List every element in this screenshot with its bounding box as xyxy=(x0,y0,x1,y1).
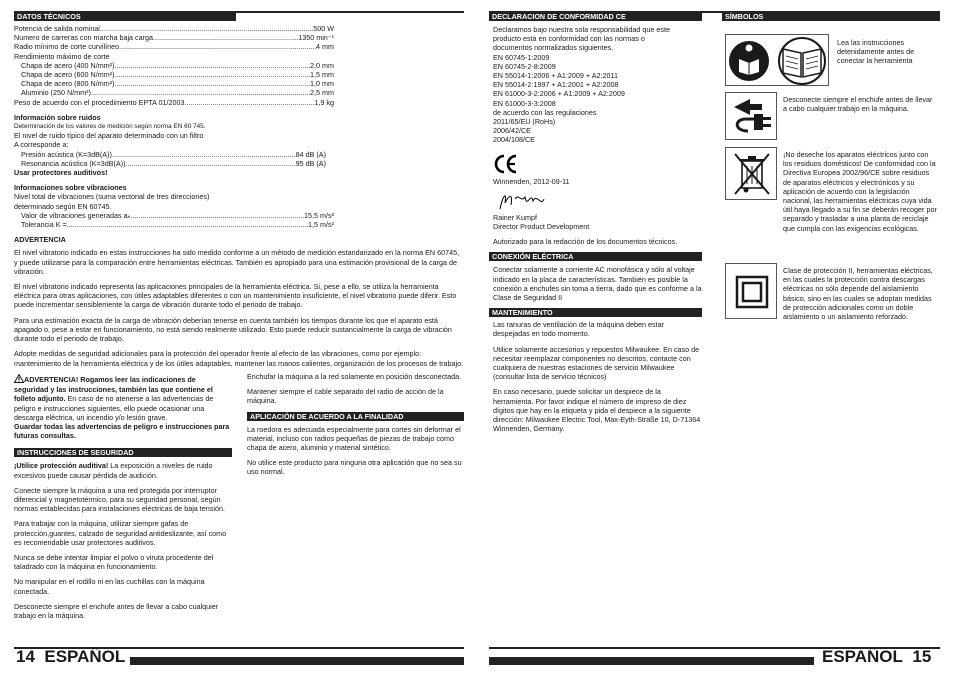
ruidos-line: A corresponde a: xyxy=(14,140,69,150)
signature-icon xyxy=(497,189,702,213)
declaration-line: 2011/65/EU (RoHs) xyxy=(493,117,556,127)
vib-line: determinado según EN 60745. xyxy=(14,201,112,211)
warning-block xyxy=(14,374,232,422)
warning-text: En caso de no atenerse a las advertencias de peligro e instrucciones siguientes, ello puede ocasionar una descarga eléctrica, un incendio y/o lesión grave. xyxy=(14,394,214,422)
spec-label: Chapa de acero (800 N/mm²) xyxy=(21,79,115,89)
protectores-note: Usar protectores auditivos! xyxy=(14,168,108,178)
read-manual-icon xyxy=(725,34,829,86)
mid-paragraph: Mantener siempre el cable separado del radio de acción de la máquina. xyxy=(247,387,444,406)
warning-keep: Guardar todas las advertencias de peligro e instrucciones para futuras consultas. xyxy=(14,422,230,441)
signer-title: Director Product Development xyxy=(493,222,590,232)
spec-value: 2,0 mm xyxy=(310,60,334,70)
spec-row xyxy=(14,33,334,42)
declaration-line: EN 61000-3-2:2006 + A1:2009 + A2:2009 xyxy=(493,89,625,99)
section-aplicacion: APLICACIÓN DE ACUERDO A LA FINALIDAD xyxy=(247,412,464,421)
declaration-line: EN 55014-1:2006 + A1:2009 + A2:2011 xyxy=(493,71,618,81)
declaration-line: 2004/108/CE xyxy=(493,135,535,145)
vib-tol-row xyxy=(14,220,334,229)
declaration-line: EN 61000-3-3:2008 xyxy=(493,98,556,108)
symbol-unplug-text: Desconecte siempre el enchufe antes de llevar a cabo cualquier trabajo en la máquina. xyxy=(783,95,933,114)
spec-value: 1,9 kg xyxy=(314,97,334,107)
declaration-line: EN 55014-2:1997 + A1:2001 + A2:2008 xyxy=(493,80,619,90)
section-mantenimiento: MANTENIMIENTO xyxy=(489,308,702,317)
adv-paragraph: El nivel vibratorio indicado representa las aplicaciones principales de la herramienta eléctrica. Si, pese a ello, se utiliza la herramienta eléctrica para otras aplicaciones, con útiles adaptables diferentes o con un mantenimiento insuficiente, el nivel vibratorio puede diferir. Esto puede incrementar sensiblemente la carga de vibración durante todo el periodo de trabajo. xyxy=(14,282,457,310)
vib-valor-row xyxy=(14,211,334,220)
spec-label: Peso de acuerdo con el procedimiento EPTA 01/2003 xyxy=(14,97,185,107)
advertencia-title: ADVERTENCIA xyxy=(14,235,66,245)
spec-label: Numero de carreras con marcha baja carga xyxy=(14,33,154,43)
class-ii-icon xyxy=(725,263,777,319)
page-number-right: ESPAÑOL 15 xyxy=(822,647,932,666)
resonancia-label: Resonancia acústica (K=3dB(A)) xyxy=(21,158,126,168)
symbol-weee-text: ¡No deseche los aparatos eléctricos junto con los residuos domésticos! De conformidad con la Directiva Europea 2002/96/CE sobre residuos de aparatos eléctricos y electrónicos y su aplicación de acuerdo con la legislación nacional, las herramientas eléctricas cuya vida útil haya llegado a su fin se deberán recoger por separado y trasladar a una planta de reciclaje que cumpla con las exigencias ecológicas. xyxy=(783,150,937,233)
spec-row xyxy=(14,79,334,88)
conexion-text: Conectar solamente a corriente AC monofásica y sólo al voltaje indicado en la placa de características. También es posible la conexión a enchufes sin toma a tierra, dado que es conforme a la Clase de Seguridad II xyxy=(493,265,702,303)
vib-line: Nivel total de vibraciones (suma vectorial de tres direcciones) xyxy=(14,192,210,202)
warning-triangle-icon xyxy=(14,374,24,385)
ruidos-title: Información sobre ruidos xyxy=(14,112,101,122)
vib-title: Informaciones sobre vibraciones xyxy=(14,183,127,193)
spec-value: 2,5 mm xyxy=(310,88,334,98)
seg-text: La exposición a niveles de ruido excesivos puede causar pérdida de audición. xyxy=(14,461,213,480)
spec-value: 500 W xyxy=(313,24,334,33)
section-instrucciones-seguridad: INSTRUCCIONES DE SEGURIDAD xyxy=(14,448,232,457)
vib-tol-label: Tolerancia K = xyxy=(21,220,67,230)
seg-paragraph: Nunca se debe intentar limpiar el polvo o viruta procedente del taladrado con la máquina en funcionamiento. xyxy=(14,553,214,572)
specs-table xyxy=(14,24,334,107)
seg-paragraph: No manipular en el rodillo ni en las cuchillas con la máquina conectada. xyxy=(14,577,205,596)
signer-name: Rainer Kumpf xyxy=(493,212,537,222)
presion-label: Presión acústica (K=3dB(A)) xyxy=(21,149,112,159)
declaracion-lines xyxy=(489,25,702,145)
adv-paragraph: Para una estimación exacta de la carga de vibración deberían tenerse en cuenta también los tiempos durante los que el aparato está apagado o, pese a estar en funcionamiento, no está siendo realmente utilizado. Esto puede reducir sustancialmente la carga de vibración durante todo el periodo de trabajo. xyxy=(14,315,452,344)
seg-bold: ¡Utilice protección auditiva! xyxy=(14,461,109,471)
mid-paragraph: Enchufar la máquina a la red solamente en posición desconectada. xyxy=(247,372,462,381)
spec-row xyxy=(14,98,334,107)
declaration-line: de acuerdo con las regulaciones xyxy=(493,107,597,117)
presion-row xyxy=(14,150,326,159)
seg-paragraph: Desconecte siempre el enchufe antes de llevar a cabo cualquier trabajo en la máquina. xyxy=(14,601,219,621)
seg-paragraph: Conecte siempre la máquina a una red protegida por interruptor diferencial y magnetotérmico, para su seguridad personal, según normas establecidas para instalaciones eléctricas de baja tensión. xyxy=(14,485,225,514)
resonancia-value: 95 dB (A) xyxy=(295,158,326,168)
mant-paragraph: En caso necesario, puede solicitar un despiece de la herramienta. Por favor indique el número de impreso de diez dígitos que hay en la etiqueta y pida el despiece a la siguiente dirección: Milwaukee Electric Tool, Max-Eyth-Straße 10, D-71364 Winnenden, Germany. xyxy=(493,387,701,434)
spec-row xyxy=(14,88,334,97)
vib-valor-value: 15,5 m/s² xyxy=(304,210,334,220)
left-mid-column xyxy=(247,372,464,483)
vib-valor-label: Valor de vibraciones generadas aₕ xyxy=(21,210,131,220)
spec-label: Aluminio (250 N/mm²) xyxy=(21,88,91,98)
autorizado-text: Autorizado para la redacción de los documentos técnicos. xyxy=(493,237,678,247)
symbol-class2-text: Clase de protección II, herramientas eléctricas, en las cuales la protección contra descargas eléctricas no sólo depende del aislamiento básico, sino en las cuales se adoptan medidas de protección adicionales como un doble aislamiento o un aislamiento reforzado. xyxy=(783,266,933,322)
symbol-read-text: Lea las instrucciones detenidamente antes de conectar la herramienta xyxy=(837,38,915,66)
unplug-icon xyxy=(725,92,777,140)
right-column-1 xyxy=(489,12,702,440)
mant-paragraph: Las ranuras de ventilación de la máquina deben estar despejadas en todo momento. xyxy=(493,320,665,339)
section-declaracion: DECLARACION DE CONFORMIDAD CE xyxy=(489,12,702,21)
ruidos-line: Determinación de los valores de medición según norma EN 60 745. xyxy=(14,123,206,131)
spec-label: Chapa de acero (600 N/mm²) xyxy=(21,70,115,80)
right-column-2 xyxy=(722,12,940,21)
declaration-line: EN 60745-2-8:2009 xyxy=(493,61,556,71)
declaration-line: producto está en conformidad con las normas o xyxy=(493,34,645,44)
footer-strip-right xyxy=(489,657,814,665)
spec-row xyxy=(14,24,334,33)
adv-paragraph: El nivel vibratorio indicado en estas instrucciones ha sido medido conforme a un método de medición estandarizado en la norma EN 60745, y puede utilizarse para la comparación entre herramientas eléctricas. También es apropiado para una estimación provisional de la carga de vibración. xyxy=(14,248,460,276)
section-simbolos: SÍMBOLOS xyxy=(722,12,940,21)
spec-row xyxy=(14,42,334,51)
declaration-line: 2006/42/CE xyxy=(493,126,531,136)
warning-bold: ADVERTENCIA! Rogamos leer las indicaciones de seguridad y las instrucciones, también las que contiene el folleto adjunto. xyxy=(14,375,213,404)
ruidos-line: El nivel de ruido típico del aparato determinado con un filtro xyxy=(14,131,204,141)
declaration-line: EN 60745-1:2009 xyxy=(493,52,550,62)
apl-paragraph: La roedora es adecuada especialmente para cortes sin deformar el material, incluso con radios pequeñas de piezas de trabajo como chapa de acero, aluminio y material sintético. xyxy=(247,424,461,453)
vib-tol-value: 1,5 m/s² xyxy=(308,220,334,230)
spec-row xyxy=(14,70,334,79)
presion-value: 84 dB (A) xyxy=(295,149,326,159)
spec-row xyxy=(14,52,334,61)
place-date: Winnenden, 2012-09-11 xyxy=(493,176,570,186)
page-number-left: 14 ESPAÑOL xyxy=(16,647,126,666)
spec-label: Radio mínimo de corte curvilíneo xyxy=(14,42,120,52)
left-column xyxy=(14,12,464,374)
spec-value: 4 mm xyxy=(316,42,334,52)
spec-label: Chapa de acero (400 N/mm²) xyxy=(21,60,115,70)
spec-value: 1,5 mm xyxy=(310,70,334,80)
spec-value: 1350 min⁻¹ xyxy=(298,33,334,43)
declaration-line: Declaramos bajo nuestra sola responsabilidad que este xyxy=(493,25,670,34)
resonancia-row xyxy=(14,159,326,168)
section-conexion: CONEXIÓN ELÉCTRICA xyxy=(489,252,702,261)
spec-value: 1,0 mm xyxy=(310,79,334,89)
spec-label: Rendimiento máximo de corte xyxy=(14,51,110,61)
apl-paragraph: No utilice este producto para ninguna otra aplicación que no sea su uso normal. xyxy=(247,458,462,477)
adv-paragraph: Adopte medidas de seguridad adicionales para la protección del operador frente al efecto de las vibraciones, como por ejemplo: mantenimiento de la herramienta eléctrica y de los útiles adaptables, mantener las manos calientes, organización de los procesos de trabajo. xyxy=(14,349,464,368)
seg-paragraph: Para trabajar con la máquina, utilizar siempre gafas de protección,guantes, calzado de seguridad antideslizante, así como es recomendable usar protectores auditivos. xyxy=(14,519,227,547)
mant-paragraph: Utilice solamente accesorios y repuestos Milwaukee. En caso de necesitar reemplazar componentes no descritos, contacte con cualquiera de nuestras estaciones de servicio Milwaukee (consultar lista de servicio técnicos) xyxy=(493,344,700,382)
spec-row xyxy=(14,61,334,70)
left-lower-column xyxy=(14,374,232,626)
crossed-bin-icon xyxy=(725,147,777,200)
footer-strip-left xyxy=(130,657,464,665)
spec-label: Potencia de salida nominal xyxy=(14,24,100,33)
declaration-line: documentos normalizados siguientes. xyxy=(493,43,614,53)
seg-paragraph xyxy=(14,461,232,479)
ce-mark-icon xyxy=(493,153,519,175)
section-datos-tecnicos: DATOS TÉCNICOS xyxy=(14,12,236,21)
